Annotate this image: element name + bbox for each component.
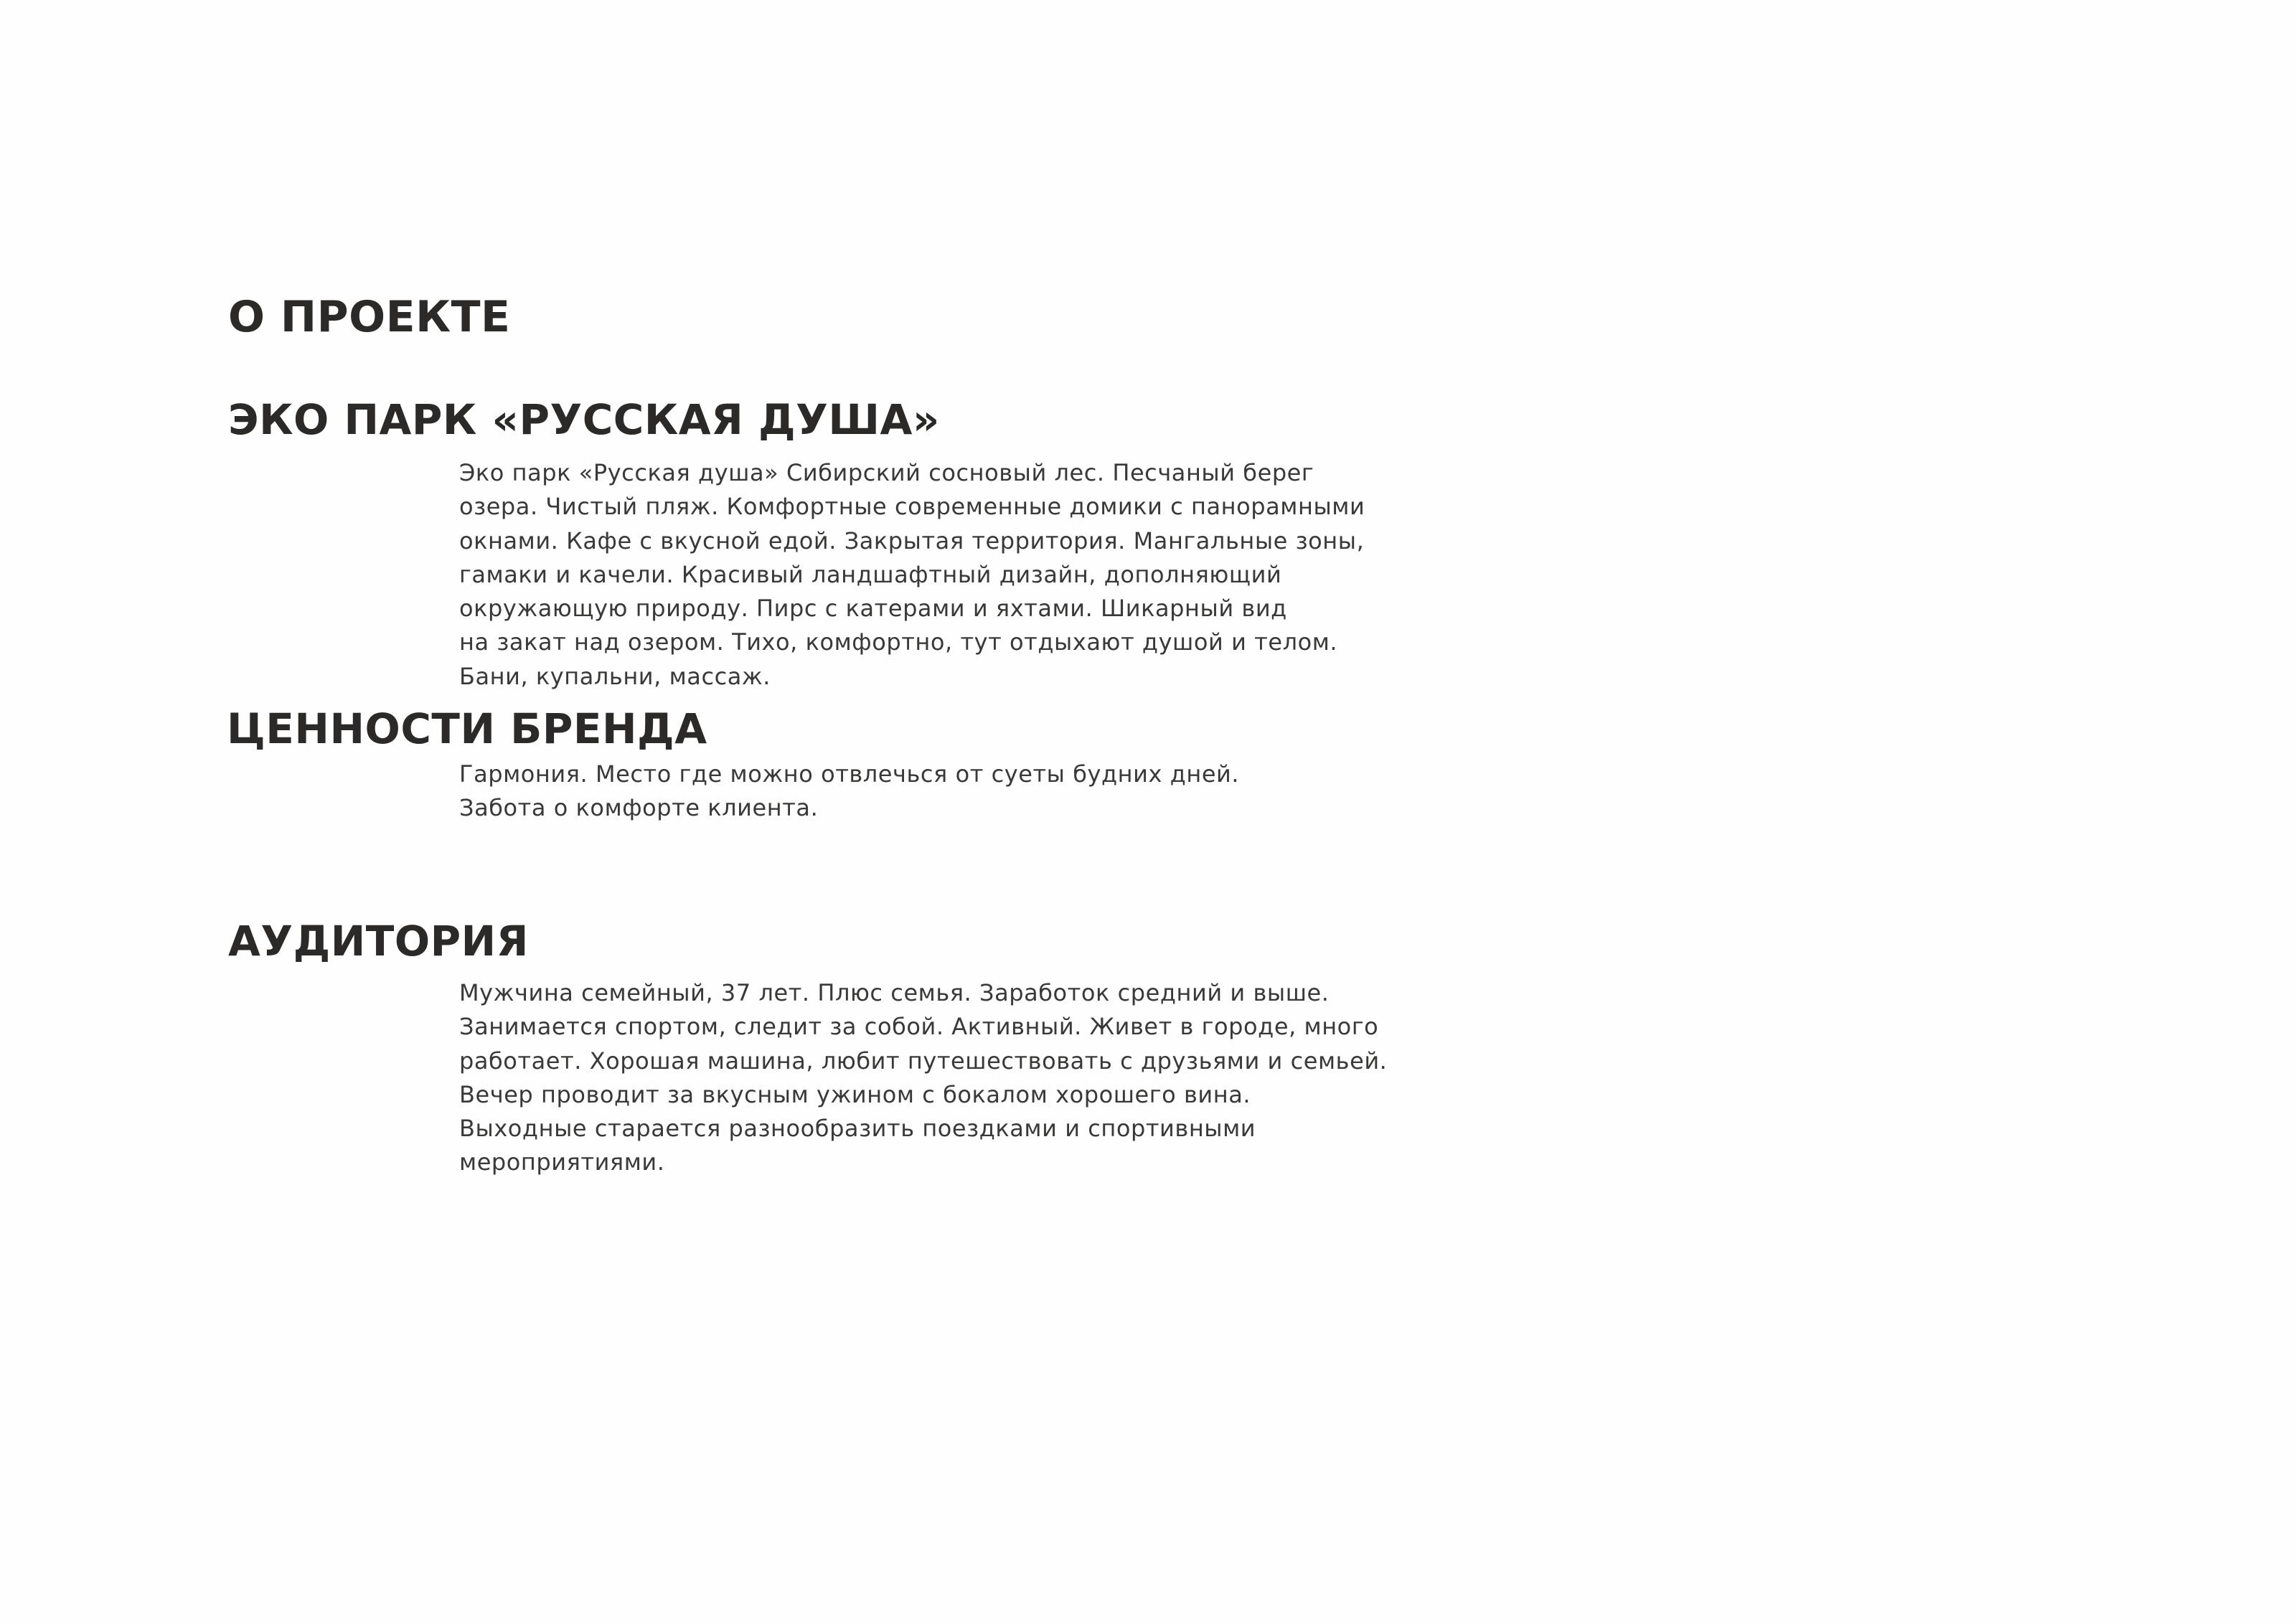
eco-park-line: Бани, купальни, массаж. <box>459 662 771 690</box>
audience-line: работает. Хорошая машина, любит путешествовать с друзьями и семьей. <box>459 1047 1388 1075</box>
audience-line: Мужчина семейный, 37 лет. Плюс семья. Заработок средний и выше. <box>459 979 1330 1006</box>
section-title-eco-park: ЭКО ПАРК «РУССКАЯ ДУША» <box>228 395 940 444</box>
eco-park-line: окнами. Кафе с вкусной едой. Закрытая территория. Мангальные зоны, <box>459 527 1365 554</box>
section-title-brand-values: ЦЕННОСТИ БРЕНДА <box>227 704 707 753</box>
brand-values-description <box>459 757 1239 826</box>
brand-values-line: Забота о комфорте клиента. <box>459 794 819 822</box>
eco-park-line: Эко парк «Русская душа» Сибирский сосновый лес. Песчаный берег <box>459 459 1314 486</box>
eco-park-line: на закат над озером. Тихо, комфортно, тут отдыхают душой и телом. <box>459 628 1338 656</box>
audience-description <box>459 976 1387 1180</box>
eco-park-description <box>459 456 1365 694</box>
section-title-about: О ПРОЕКТЕ <box>228 292 511 342</box>
eco-park-line: гамаки и качели. Красивый ландшафтный дизайн, дополняющий <box>459 560 1282 588</box>
audience-line: мероприятиями. <box>459 1148 665 1176</box>
audience-line: Выходные старается разнообразить поездками и спортивными <box>459 1115 1256 1143</box>
section-title-audience: АУДИТОРИЯ <box>228 917 529 966</box>
eco-park-line: окружающую природу. Пирс с катерами и яхтами. Шикарный вид <box>459 595 1287 623</box>
brand-values-line: Гармония. Место где можно отвлечься от суеты будних дней. <box>459 760 1240 788</box>
audience-line: Вечер проводит за вкусным ужином с бокалом хорошего вина. <box>459 1080 1251 1108</box>
eco-park-line: озера. Чистый пляж. Комфортные современные домики с панорамными <box>459 493 1365 521</box>
audience-line: Занимается спортом, следит за собой. Активный. Живет в городе, много <box>459 1013 1379 1041</box>
